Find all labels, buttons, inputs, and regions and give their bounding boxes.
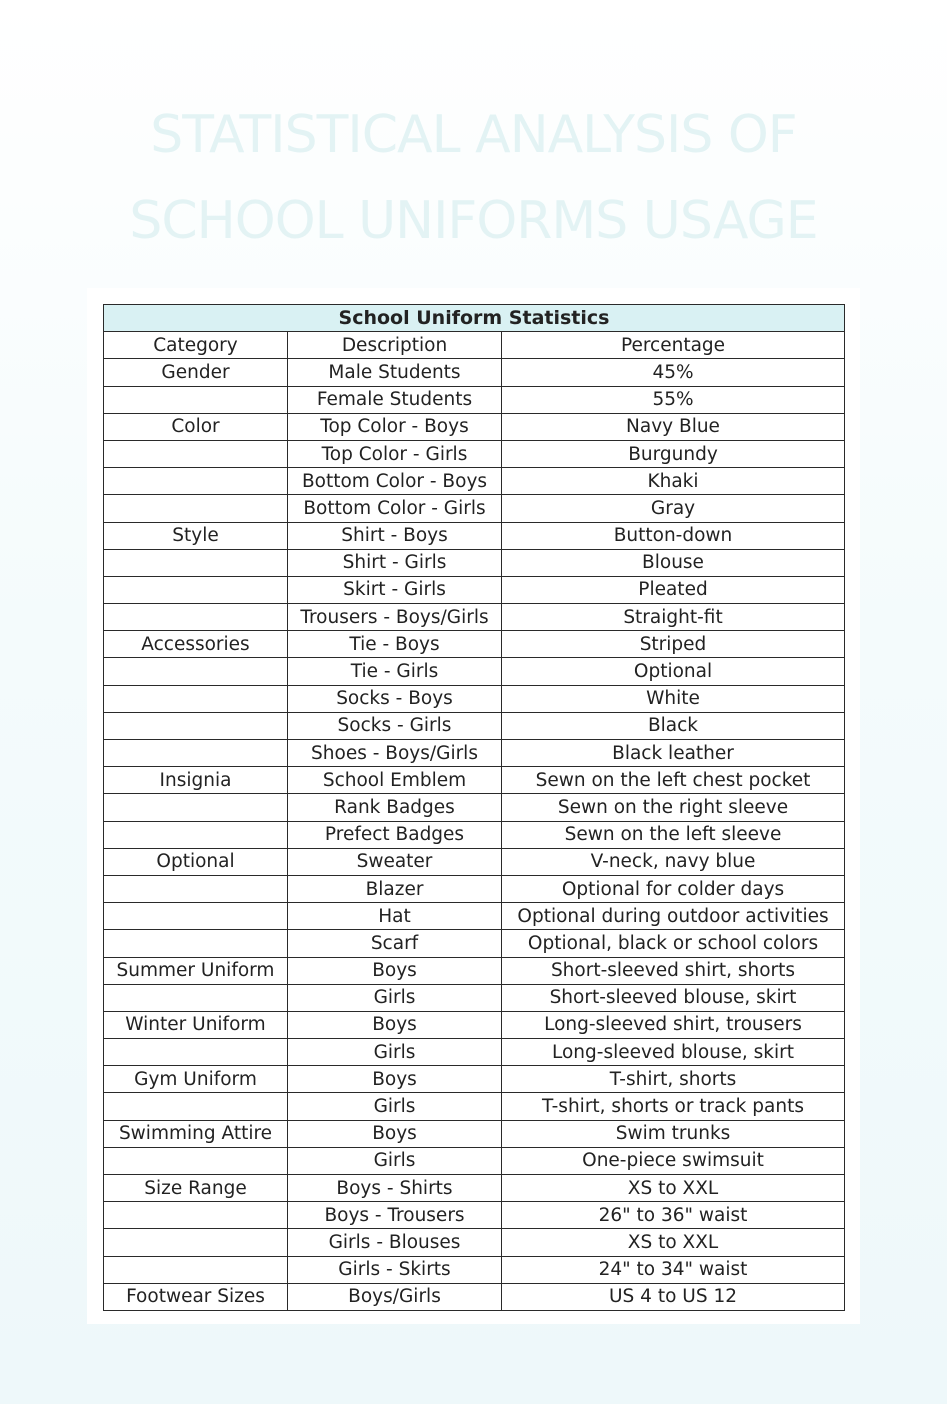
category-cell <box>104 468 288 495</box>
category-cell <box>104 903 288 930</box>
category-cell <box>104 1256 288 1283</box>
category-cell <box>104 930 288 957</box>
category-cell: Style <box>104 522 288 549</box>
table-row <box>104 957 845 984</box>
category-cell <box>104 658 288 685</box>
table-row <box>104 1229 845 1256</box>
table-row <box>104 468 845 495</box>
table-row <box>104 631 845 658</box>
table-row <box>104 1093 845 1120</box>
percentage-cell: Blouse <box>502 549 845 576</box>
table-row <box>104 984 845 1011</box>
column-header-percentage: Percentage <box>502 332 845 359</box>
category-cell <box>104 984 288 1011</box>
percentage-cell: Optional, black or school colors <box>502 930 845 957</box>
percentage-cell: 45% <box>502 359 845 386</box>
table-row <box>104 767 845 794</box>
category-cell <box>104 821 288 848</box>
description-cell: Prefect Badges <box>288 821 502 848</box>
category-cell <box>104 386 288 413</box>
description-cell: Shoes - Boys/Girls <box>288 740 502 767</box>
table-row <box>104 848 845 875</box>
category-cell <box>104 740 288 767</box>
table-row <box>104 495 845 522</box>
percentage-cell: Straight-fit <box>502 604 845 631</box>
percentage-cell: Optional during outdoor activities <box>502 903 845 930</box>
percentage-cell: Gray <box>502 495 845 522</box>
percentage-cell: Pleated <box>502 576 845 603</box>
table-row <box>104 685 845 712</box>
percentage-cell: Navy Blue <box>502 413 845 440</box>
description-cell: Bottom Color - Girls <box>288 495 502 522</box>
category-cell: Color <box>104 413 288 440</box>
category-cell <box>104 604 288 631</box>
percentage-cell: White <box>502 685 845 712</box>
table-row <box>104 549 845 576</box>
description-cell: Socks - Boys <box>288 685 502 712</box>
category-cell: Summer Uniform <box>104 957 288 984</box>
percentage-cell: Sewn on the left sleeve <box>502 821 845 848</box>
percentage-cell: XS to XXL <box>502 1229 845 1256</box>
table-row <box>104 903 845 930</box>
percentage-cell: 55% <box>502 386 845 413</box>
table-row <box>104 604 845 631</box>
description-cell: Top Color - Girls <box>288 440 502 467</box>
category-cell: Gender <box>104 359 288 386</box>
description-cell: Skirt - Girls <box>288 576 502 603</box>
description-cell: Hat <box>288 903 502 930</box>
table-row <box>104 821 845 848</box>
category-cell: Accessories <box>104 631 288 658</box>
percentage-cell: Long-sleeved blouse, skirt <box>502 1039 845 1066</box>
page-title-line-1: STATISTICAL ANALYSIS OF <box>150 105 797 165</box>
page-title <box>0 92 947 264</box>
table-row <box>104 1066 845 1093</box>
description-cell: Blazer <box>288 875 502 902</box>
description-cell: Tie - Girls <box>288 658 502 685</box>
percentage-cell: Swim trunks <box>502 1120 845 1147</box>
description-cell: Girls - Blouses <box>288 1229 502 1256</box>
category-cell: Swimming Attire <box>104 1120 288 1147</box>
percentage-cell: Khaki <box>502 468 845 495</box>
table-title-row <box>104 305 845 332</box>
table-row <box>104 1202 845 1229</box>
category-cell <box>104 712 288 739</box>
table-row <box>104 1120 845 1147</box>
table-row <box>104 576 845 603</box>
description-cell: Trousers - Boys/Girls <box>288 604 502 631</box>
category-cell <box>104 1147 288 1174</box>
percentage-cell: One-piece swimsuit <box>502 1147 845 1174</box>
description-cell: Tie - Boys <box>288 631 502 658</box>
description-cell: Boys <box>288 1011 502 1038</box>
category-cell: Size Range <box>104 1175 288 1202</box>
table-row <box>104 1147 845 1174</box>
category-cell: Optional <box>104 848 288 875</box>
table-title: School Uniform Statistics <box>104 305 845 332</box>
category-cell: Gym Uniform <box>104 1066 288 1093</box>
percentage-cell: T-shirt, shorts <box>502 1066 845 1093</box>
percentage-cell: Black leather <box>502 740 845 767</box>
percentage-cell: Short-sleeved shirt, shorts <box>502 957 845 984</box>
description-cell: Girls <box>288 1039 502 1066</box>
description-cell: Sweater <box>288 848 502 875</box>
table-row <box>104 359 845 386</box>
category-cell <box>104 1229 288 1256</box>
category-cell <box>104 440 288 467</box>
percentage-cell: Button-down <box>502 522 845 549</box>
percentage-cell: XS to XXL <box>502 1175 845 1202</box>
table-body <box>104 359 845 1311</box>
category-cell <box>104 1093 288 1120</box>
percentage-cell: Optional for colder days <box>502 875 845 902</box>
description-cell: Boys <box>288 1120 502 1147</box>
category-cell <box>104 794 288 821</box>
table-row <box>104 875 845 902</box>
percentage-cell: Black <box>502 712 845 739</box>
category-cell <box>104 495 288 522</box>
description-cell: Top Color - Boys <box>288 413 502 440</box>
description-cell: Scarf <box>288 930 502 957</box>
description-cell: School Emblem <box>288 767 502 794</box>
description-cell: Female Students <box>288 386 502 413</box>
table-row <box>104 794 845 821</box>
percentage-cell: Striped <box>502 631 845 658</box>
table-row <box>104 1039 845 1066</box>
category-cell: Winter Uniform <box>104 1011 288 1038</box>
description-cell: Girls <box>288 1093 502 1120</box>
category-cell: Footwear Sizes <box>104 1283 288 1310</box>
table-row <box>104 930 845 957</box>
description-cell: Boys - Shirts <box>288 1175 502 1202</box>
category-cell <box>104 1039 288 1066</box>
page-title-line-2: SCHOOL UNIFORMS USAGE <box>129 191 818 251</box>
table-row <box>104 440 845 467</box>
percentage-cell: Short-sleeved blouse, skirt <box>502 984 845 1011</box>
table-row <box>104 712 845 739</box>
description-cell: Bottom Color - Boys <box>288 468 502 495</box>
percentage-cell: Sewn on the right sleeve <box>502 794 845 821</box>
table-row <box>104 658 845 685</box>
percentage-cell: Optional <box>502 658 845 685</box>
table-row <box>104 1011 845 1038</box>
table-row <box>104 386 845 413</box>
category-cell <box>104 685 288 712</box>
description-cell: Boys <box>288 957 502 984</box>
description-cell: Girls <box>288 1147 502 1174</box>
column-header-category: Category <box>104 332 288 359</box>
table-header-row <box>104 332 845 359</box>
table-row <box>104 1256 845 1283</box>
column-header-description: Description <box>288 332 502 359</box>
uniform-statistics-table <box>103 304 845 1311</box>
description-cell: Socks - Girls <box>288 712 502 739</box>
table-row <box>104 1283 845 1310</box>
description-cell: Shirt - Boys <box>288 522 502 549</box>
description-cell: Boys <box>288 1066 502 1093</box>
category-cell <box>104 875 288 902</box>
category-cell: Insignia <box>104 767 288 794</box>
description-cell: Girls <box>288 984 502 1011</box>
description-cell: Rank Badges <box>288 794 502 821</box>
percentage-cell: V-neck, navy blue <box>502 848 845 875</box>
percentage-cell: T-shirt, shorts or track pants <box>502 1093 845 1120</box>
percentage-cell: Long-sleeved shirt, trousers <box>502 1011 845 1038</box>
description-cell: Shirt - Girls <box>288 549 502 576</box>
percentage-cell: Burgundy <box>502 440 845 467</box>
percentage-cell: 26" to 36" waist <box>502 1202 845 1229</box>
description-cell: Boys/Girls <box>288 1283 502 1310</box>
category-cell <box>104 576 288 603</box>
table-row <box>104 413 845 440</box>
category-cell <box>104 1202 288 1229</box>
percentage-cell: Sewn on the left chest pocket <box>502 767 845 794</box>
percentage-cell: 24" to 34" waist <box>502 1256 845 1283</box>
category-cell <box>104 549 288 576</box>
table-row <box>104 1175 845 1202</box>
description-cell: Girls - Skirts <box>288 1256 502 1283</box>
description-cell: Male Students <box>288 359 502 386</box>
description-cell: Boys - Trousers <box>288 1202 502 1229</box>
percentage-cell: US 4 to US 12 <box>502 1283 845 1310</box>
table-row <box>104 740 845 767</box>
table-row <box>104 522 845 549</box>
